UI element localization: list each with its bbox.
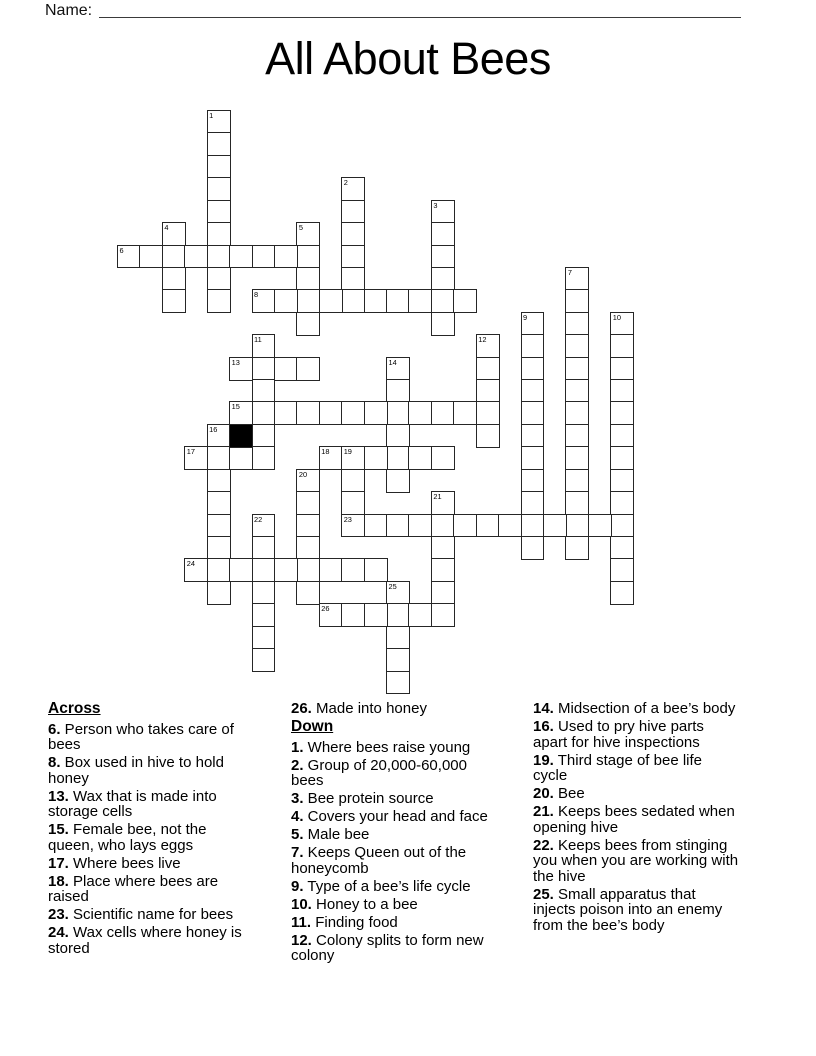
clue-text: Where bees raise young — [303, 738, 471, 756]
grid-cell — [565, 312, 589, 336]
cell-number: 23 — [343, 514, 352, 524]
grid-cell — [252, 446, 276, 470]
grid-cell — [252, 536, 276, 560]
grid-cell — [229, 245, 253, 269]
clue-item — [291, 845, 501, 876]
grid-cell — [565, 401, 589, 425]
grid-cell — [252, 245, 276, 269]
grid-cell — [386, 424, 410, 448]
cell-number: 14 — [388, 357, 397, 367]
clue-item — [533, 701, 740, 717]
clue-number: 17. — [48, 854, 69, 872]
grid-cell — [431, 491, 455, 515]
clue-number: 15. — [48, 821, 69, 838]
grid-cell — [610, 357, 634, 381]
grid-cell — [431, 514, 455, 538]
grid-cell — [565, 514, 589, 538]
clue-text: Male bee — [303, 826, 370, 843]
clue-number: 16. — [533, 718, 554, 735]
grid-cell — [543, 514, 567, 538]
cell-number: 15 — [231, 402, 240, 412]
grid-cell — [364, 514, 388, 538]
grid-cell — [274, 401, 298, 425]
clue-number: 6. — [48, 720, 61, 738]
grid-cell — [252, 648, 276, 672]
grid-cell — [386, 379, 410, 403]
clue-number: 23. — [48, 906, 69, 923]
grid-cell — [565, 536, 589, 560]
grid-cell — [252, 289, 276, 313]
grid-cell — [184, 245, 208, 269]
cell-number: 26 — [321, 604, 330, 614]
grid-cell — [319, 446, 343, 470]
grid-cell — [207, 200, 231, 224]
page-title: All About Bees — [265, 33, 551, 84]
grid-cell — [386, 289, 410, 313]
clue-number: 13. — [48, 787, 69, 805]
cell-number: 1 — [209, 111, 214, 120]
clue-item — [48, 874, 248, 905]
clue-item — [291, 740, 501, 756]
grid-cell — [610, 401, 634, 425]
grid-cell — [386, 648, 410, 672]
grid-cell — [162, 222, 186, 246]
grid-cell — [431, 581, 455, 605]
clue-number: 7. — [291, 844, 304, 861]
clue-number: 22. — [533, 836, 554, 854]
clue-number: 2. — [291, 756, 304, 774]
black-cell — [229, 424, 253, 448]
grid-cell — [610, 491, 634, 515]
grid-cell — [476, 357, 500, 381]
grid-cell — [296, 245, 320, 269]
grid-cell — [341, 200, 365, 224]
grid-cell — [296, 558, 320, 582]
grid-cell — [565, 379, 589, 403]
grid-cell — [521, 379, 545, 403]
grid-cell — [565, 424, 589, 448]
grid-cell — [207, 132, 231, 156]
cell-number: 11 — [254, 335, 262, 345]
clue-item — [48, 822, 248, 853]
grid-cell — [431, 558, 455, 582]
grid-cell — [341, 245, 365, 269]
grid-cell — [476, 334, 500, 358]
clue-item — [48, 907, 248, 923]
grid-cell — [207, 267, 231, 291]
grid-cell — [341, 289, 365, 313]
grid-cell — [139, 245, 163, 269]
clue-number: 24. — [48, 924, 69, 941]
grid-cell — [341, 558, 365, 582]
grid-cell — [207, 491, 231, 515]
grid-cell — [431, 222, 455, 246]
clue-item — [291, 879, 501, 895]
clue-text: Where bees live — [68, 854, 181, 872]
clue-text: Place where bees are raised — [48, 872, 219, 905]
grid-cell — [498, 514, 522, 538]
grid-cell — [341, 401, 365, 425]
grid-cell — [252, 558, 276, 582]
grid-cell — [521, 312, 545, 336]
grid-cell — [386, 469, 410, 493]
grid-cell — [296, 401, 320, 425]
grid-cell — [229, 558, 253, 582]
grid-cell — [610, 379, 634, 403]
clue-item — [291, 897, 501, 913]
grid-cell — [408, 514, 432, 538]
grid-cell — [565, 334, 589, 358]
grid-cell — [521, 334, 545, 358]
grid-cell — [453, 401, 477, 425]
clue-item — [533, 753, 740, 784]
grid-cell — [565, 491, 589, 515]
grid-cell — [117, 245, 141, 269]
grid-cell — [207, 424, 231, 448]
grid-cell — [610, 469, 634, 493]
clue-text: Third stage of bee life cycle — [533, 751, 703, 784]
grid-cell — [162, 245, 186, 269]
cell-number: 2 — [343, 178, 348, 188]
clue-text: Wax that is made into storage cells — [48, 787, 217, 820]
grid-cell — [296, 312, 320, 336]
grid-cell — [207, 155, 231, 179]
grid-cell — [408, 289, 432, 313]
grid-cell — [274, 245, 298, 269]
grid-cell — [229, 357, 253, 381]
grid-cell — [408, 401, 432, 425]
grid-cell — [588, 514, 612, 538]
clue-text: Colony splits to form new colony — [291, 931, 484, 964]
grid-cell — [207, 514, 231, 538]
clue-item — [533, 804, 740, 835]
clue-text: Made into honey — [311, 700, 427, 717]
clue-text: Scientific name for bees — [68, 906, 234, 923]
clue-text: Keeps bees sedated when opening hive — [533, 803, 735, 836]
grid-cell — [386, 446, 410, 470]
clue-item — [48, 755, 248, 786]
cell-number: 12 — [478, 335, 487, 345]
grid-cell — [252, 603, 276, 627]
clue-number: 8. — [48, 754, 61, 771]
clue-number: 25. — [533, 885, 554, 903]
cell-number: 4 — [164, 223, 169, 233]
grid-cell — [319, 401, 343, 425]
grid-cell — [431, 536, 455, 560]
clue-number: 21. — [533, 803, 554, 820]
cell-number: 13 — [231, 357, 240, 367]
grid-cell — [610, 446, 634, 470]
clue-number: 3. — [291, 790, 304, 807]
grid-cell — [341, 446, 365, 470]
clue-item — [291, 701, 501, 717]
clue-item — [533, 719, 740, 750]
grid-cell — [341, 267, 365, 291]
clue-item — [48, 722, 248, 753]
grid-cell — [296, 357, 320, 381]
grid-cell — [431, 289, 455, 313]
clue-text: Female bee, not the queen, who lays eggs — [48, 821, 207, 854]
grid-cell — [431, 245, 455, 269]
grid-cell — [207, 222, 231, 246]
clue-list-header-down: Down — [291, 718, 334, 735]
clue-text: Box used in hive to hold honey — [48, 754, 224, 787]
clue-text: Honey to a bee — [311, 895, 418, 913]
grid-cell — [386, 626, 410, 650]
clue-text: Type of a bee’s life cycle — [303, 877, 471, 895]
cell-number: 18 — [321, 447, 330, 457]
grid-cell — [296, 581, 320, 605]
grid-cell — [364, 603, 388, 627]
grid-cell — [162, 267, 186, 291]
grid-cell — [319, 289, 343, 313]
grid-cell — [565, 289, 589, 313]
grid-cell — [431, 200, 455, 224]
cell-number: 24 — [186, 559, 195, 569]
grid-cell — [296, 289, 320, 313]
cell-number: 22 — [254, 514, 263, 524]
clue-text: Used to pry hive parts apart for hive inspections — [533, 718, 704, 751]
name-blank-line — [99, 1, 741, 18]
grid-cell — [274, 289, 298, 313]
grid-cell — [341, 177, 365, 201]
clue-item — [291, 791, 501, 807]
cell-number: 10 — [612, 312, 621, 322]
clue-number: 18. — [48, 872, 69, 890]
grid-cell — [521, 401, 545, 425]
cell-number: 5 — [298, 223, 303, 233]
cell-number: 9 — [523, 312, 528, 322]
grid-cell — [207, 469, 231, 493]
clue-item — [533, 786, 740, 802]
grid-cell — [476, 379, 500, 403]
grid-cell — [431, 267, 455, 291]
clue-text: Covers your head and face — [303, 808, 488, 825]
cell-number: 19 — [343, 447, 352, 457]
grid-cell — [207, 581, 231, 605]
clue-number: 4. — [291, 808, 304, 825]
grid-cell — [565, 446, 589, 470]
grid-cell — [207, 558, 231, 582]
grid-cell — [476, 514, 500, 538]
grid-cell — [252, 379, 276, 403]
grid-cell — [252, 514, 276, 538]
clue-column-middle — [291, 701, 501, 966]
grid-cell — [207, 245, 231, 269]
clue-item — [291, 809, 501, 825]
grid-cell — [341, 514, 365, 538]
clue-number: 26. — [291, 700, 312, 717]
grid-cell — [610, 424, 634, 448]
name-label: Name: — [45, 2, 93, 19]
clue-item — [291, 915, 501, 931]
clue-text: Group of 20,000-60,000 bees — [291, 756, 467, 789]
clue-text: Wax cells where honey is stored — [48, 924, 242, 957]
clue-list-header-across: Across — [48, 700, 101, 717]
grid-cell — [341, 603, 365, 627]
clue-number: 11. — [291, 913, 312, 931]
grid-cell — [386, 514, 410, 538]
grid-cell — [274, 558, 298, 582]
grid-cell — [296, 536, 320, 560]
clue-text: Finding food — [311, 913, 398, 931]
grid-cell — [252, 581, 276, 605]
clue-item — [48, 789, 248, 820]
clue-number: 14. — [533, 700, 554, 717]
grid-cell — [207, 177, 231, 201]
grid-cell — [341, 491, 365, 515]
grid-cell — [364, 446, 388, 470]
grid-cell — [521, 469, 545, 493]
grid-cell — [453, 514, 477, 538]
grid-cell — [296, 267, 320, 291]
grid-cell — [207, 446, 231, 470]
grid-cell — [296, 469, 320, 493]
grid-cell — [565, 357, 589, 381]
grid-cell — [319, 558, 343, 582]
clue-text: Keeps Queen out of the honeycomb — [291, 844, 467, 877]
cell-number: 8 — [254, 290, 259, 300]
cell-number: 16 — [209, 424, 218, 434]
grid-cell — [386, 401, 410, 425]
grid-cell — [408, 603, 432, 627]
grid-cell — [386, 357, 410, 381]
grid-cell — [229, 446, 253, 470]
grid-cell — [162, 289, 186, 313]
grid-cell — [319, 603, 343, 627]
grid-cell — [364, 401, 388, 425]
grid-cell — [521, 424, 545, 448]
clue-text: Keeps bees from stinging you when you are working with the hive — [533, 836, 739, 885]
grid-cell — [610, 334, 634, 358]
grid-cell — [610, 312, 634, 336]
grid-cell — [610, 514, 634, 538]
grid-cell — [431, 312, 455, 336]
cell-number: 20 — [298, 469, 308, 479]
grid-cell — [565, 267, 589, 291]
clue-item — [291, 758, 501, 789]
grid-cell — [252, 626, 276, 650]
grid-cell — [610, 558, 634, 582]
grid-cell — [341, 222, 365, 246]
grid-cell — [184, 446, 208, 470]
grid-cell — [296, 514, 320, 538]
cell-number: 17 — [186, 447, 195, 457]
grid-cell — [521, 491, 545, 515]
grid-cell — [453, 289, 477, 313]
grid-cell — [364, 558, 388, 582]
clue-text: Bee — [553, 785, 585, 802]
grid-cell — [386, 671, 410, 695]
clue-number: 1. — [291, 738, 304, 756]
clue-item — [48, 925, 248, 956]
grid-cell — [521, 536, 545, 560]
grid-cell — [431, 401, 455, 425]
clue-number: 10. — [291, 895, 312, 913]
grid-cell — [207, 110, 231, 134]
cell-number: 7 — [567, 267, 573, 277]
grid-cell — [610, 536, 634, 560]
clue-number: 9. — [291, 877, 304, 895]
grid-cell — [207, 536, 231, 560]
grid-cell — [274, 357, 298, 381]
grid-cell — [341, 469, 365, 493]
grid-cell — [521, 514, 545, 538]
clue-item — [48, 856, 248, 872]
grid-cell — [521, 446, 545, 470]
clue-column-right — [533, 701, 740, 936]
grid-cell — [252, 424, 276, 448]
clue-item — [291, 933, 501, 964]
cell-number: 25 — [388, 581, 397, 591]
grid-cell — [476, 424, 500, 448]
clue-column-left — [48, 701, 248, 959]
grid-cell — [184, 558, 208, 582]
grid-cell — [610, 581, 634, 605]
clue-number: 19. — [533, 751, 554, 769]
grid-cell — [431, 603, 455, 627]
grid-cell — [476, 401, 500, 425]
clue-number: 5. — [291, 826, 304, 843]
cell-number: 21 — [433, 492, 442, 502]
grid-cell — [386, 581, 410, 605]
grid-cell — [252, 357, 276, 381]
cell-number: 3 — [433, 200, 438, 210]
grid-cell — [296, 491, 320, 515]
clue-item — [291, 827, 501, 843]
grid-cell — [431, 446, 455, 470]
grid-cell — [565, 469, 589, 493]
clue-item — [533, 887, 740, 934]
grid-cell — [408, 446, 432, 470]
grid-cell — [364, 289, 388, 313]
grid-cell — [252, 334, 276, 358]
clue-text: Midsection of a bee’s body — [553, 700, 736, 717]
grid-cell — [252, 401, 276, 425]
clue-number: 12. — [291, 931, 312, 949]
grid-cell — [386, 603, 410, 627]
grid-cell — [296, 222, 320, 246]
clue-text: Bee protein source — [303, 790, 434, 807]
grid-cell — [207, 289, 231, 313]
clue-item — [533, 838, 740, 885]
grid-cell — [229, 401, 253, 425]
grid-cell — [521, 357, 545, 381]
clue-text: Person who takes care of bees — [48, 720, 234, 753]
clue-number: 20. — [533, 785, 554, 802]
cell-number: 6 — [119, 245, 124, 255]
clue-text: Small apparatus that injects poison into an enemy from the bee’s body — [533, 885, 723, 934]
